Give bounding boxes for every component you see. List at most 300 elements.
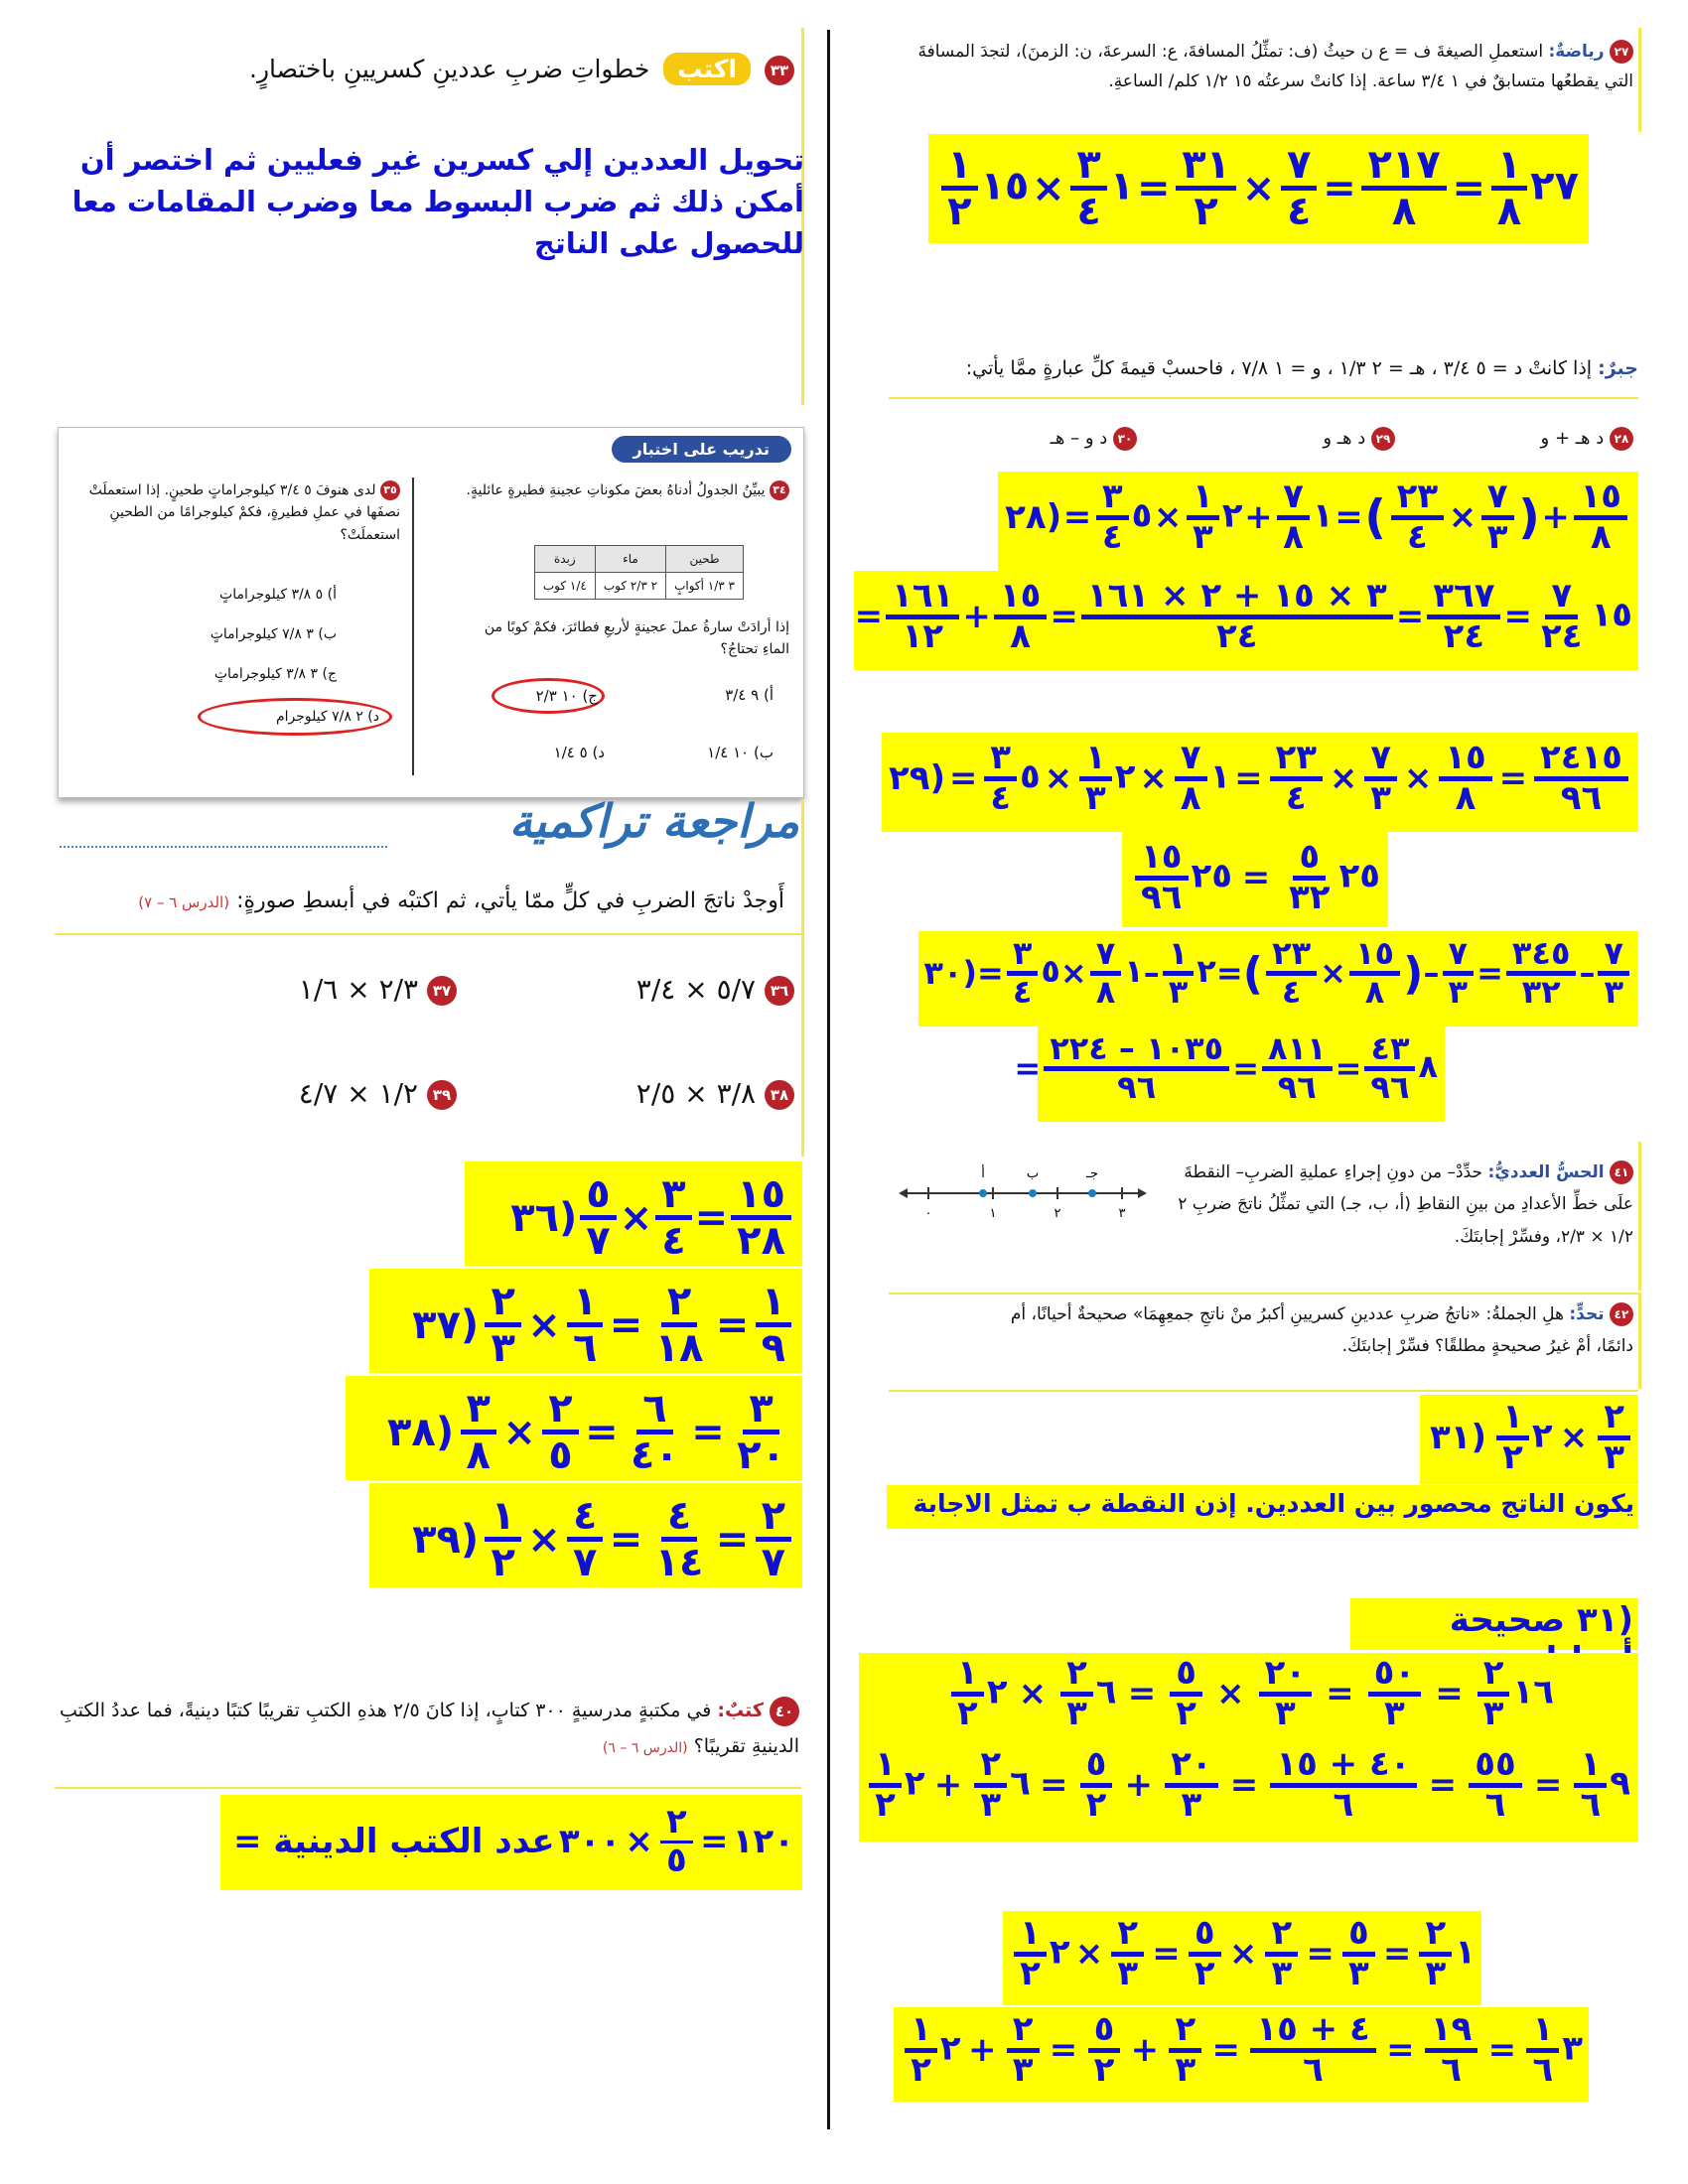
times-sign: × [502,1409,536,1455]
numerator: ٢ [660,1805,693,1843]
question-number: ٢٩ [1371,427,1395,451]
fraction [1491,144,1527,232]
times-sign: × [527,1301,561,1348]
fraction [1349,934,1400,1011]
equals-sign: = [1395,597,1425,637]
denominator: ٢ [1020,1953,1041,1993]
equals-sign: = [1062,497,1092,538]
denominator: ٩٦ [1117,1067,1157,1106]
denominator: ٦ [1333,1784,1354,1825]
mixed-number: ٢٧ $\frac{١}{٨}$ [1488,144,1579,232]
equals-sign: = [1211,2030,1241,2071]
denominator: ٣ [1448,972,1469,1011]
denominator: ٢ [1194,189,1218,234]
q35-option-a: أ) ٥ ٣/٨ كيلوجراماتٍ [219,587,337,603]
question-number: ٤١ [1610,1160,1633,1184]
numerator: ٢ [1007,2012,1040,2053]
numerator: ١ [756,1281,791,1327]
numerator: ٨١١ [1262,1032,1333,1071]
denominator: ٢ [491,1540,515,1585]
fraction [1439,738,1492,818]
denominator: ٤ [1285,777,1307,818]
times-sign: × [625,1822,653,1862]
denominator: ٧ [586,1218,611,1264]
equals-sign: = [1152,1934,1181,1975]
numerator: ٣ [1007,937,1039,976]
numerator: ١٥ [1439,741,1492,781]
numerator: ١ [1187,479,1219,520]
answer-36 [477,1173,794,1262]
denominator: ٦ [1441,2049,1462,2090]
equals-sign: = [1382,1934,1412,1975]
mixed-number: ١ $\frac{٢}{٣}$ [1416,1916,1476,1991]
mixed-number: ٢ $\frac{١}{٢}$ [948,1656,1008,1731]
fraction [731,1388,791,1476]
fraction [625,1388,685,1476]
mixed-number: ١٥ $\frac{٧}{٢٤}$ [1532,579,1632,654]
plus-sign: + [1541,497,1570,538]
arrow-left-icon [899,1188,908,1198]
algebra-item-29 [1231,427,1395,451]
numerator: ٣ × ١٥ + ٢ × ١٦١ [1081,579,1393,619]
fraction [1443,934,1475,1011]
answer-30-line1 [923,934,1632,1011]
times-sign: × [1241,165,1276,211]
denominator: ٣ [1271,1953,1293,1993]
equals-sign: = [1241,858,1271,898]
fraction [1427,576,1500,656]
q34-text2: إذا أرادَتْ سارةُ عملَ عجينةٍ لأربعِ فطائرَ، فكمْ كوبًا من الماءِ تحتاجُ؟ [484,619,789,658]
numerator: ٧ [1443,937,1475,976]
denominator: ٢ [1093,2049,1115,2090]
fraction [542,1388,578,1476]
review-instruction-text: أَوجدْ ناتجَ الضربِ في كلٍّ ممّا يأتي، ثم اكتبْه في أبسطِ صورةٍ: [236,888,784,913]
times-sign: × [1403,758,1433,799]
plus-sign: + [933,1765,963,1806]
answer-27 [938,144,1579,232]
answer-37 [382,1281,794,1369]
point-label: ب [1026,1166,1040,1181]
fraction [1259,1653,1313,1733]
numerator: ٢٠ [1165,1747,1218,1788]
fraction [994,576,1048,656]
times-sign: × [1059,954,1087,993]
numerator: ٥ [1170,1656,1202,1697]
question-number: ٢٨ [1610,427,1633,451]
denominator: ٦ [1532,2049,1554,2090]
numerator: ٧ [1598,937,1629,976]
fraction [1169,2009,1201,2090]
q34-option-c-circled: ج) ١٠ ٢/٣ [492,678,605,714]
denominator: ٩٦ [1370,1067,1410,1106]
q34 [462,479,789,501]
mixed-number: ٩ $\frac{١}{٦}$ [1571,1747,1630,1823]
mixed-number: ٢٥ $\frac{١٥}{٩٦}$ [1132,840,1232,915]
fraction [1425,2009,1478,2090]
equals-sign: = [1503,597,1532,637]
denominator: ٤ [1407,516,1428,557]
answer-29-line1 [889,738,1631,818]
fraction [485,1495,520,1583]
numerator: ٢ [1598,1400,1630,1440]
numerator: ٢ [542,1388,578,1434]
fraction [886,576,959,656]
numerator: ٢٣ [1270,741,1324,781]
q35-option-b: ب) ٣ ٧/٨ كيلوجراماتٍ [210,626,337,642]
q35-text: لدى هنوفَ ٥ ٣/٤ كيلوجراماتٍ طحينٍ. إذا استعملَتْ نصفَها في عملِ فطيرةٍ، فكمْ كيلوجرامًا من الطحينِ استعملَتْ؟ [88,482,400,543]
answer-31b-line4 [902,2009,1583,2090]
q27-tag: رياضةٌ: [1548,42,1605,62]
fraction [1361,144,1446,232]
answer-31b-line1 [948,1653,1554,1733]
question-number: ٣٧ [427,976,457,1006]
review-instruction [60,888,784,913]
fraction [756,1495,791,1583]
answer-38 [357,1388,794,1476]
numerator: ٥ [1088,2012,1121,2053]
numerator: ٣١ [1176,144,1236,191]
numerator: ١٠٣٥ – ٢٢٤ [1044,1032,1229,1071]
times-sign: × [1074,1934,1104,1975]
answer-label: (٢٨ [1005,497,1062,538]
mixed-number: ٢ $\frac{١}{٣}$ [1160,937,1216,1009]
number-line [899,1161,1147,1231]
numerator: ١٦١ [886,579,959,619]
numerator: ٧ [1277,479,1310,520]
denominator: ٤ [990,777,1012,818]
result: ١٢٠ [732,1822,794,1862]
numerator: ٥٥ [1469,1747,1522,1788]
numerator: ١ [1496,1400,1529,1440]
answer-28-line2 [854,576,1632,656]
fraction [1096,479,1129,555]
equals-sign: = [1487,2030,1517,2071]
denominator: ٩٦ [1560,777,1603,818]
times-sign: × [1559,1418,1589,1458]
denominator: ٢٤ [1443,615,1485,656]
denominator: ٣ [491,1325,515,1371]
denominator: ٦ [1303,2049,1324,2090]
numerator: ٣٦٧ [1427,579,1500,619]
fraction [1170,1653,1202,1733]
fraction [485,1281,520,1369]
numerator: ٤٣ [1364,1032,1415,1071]
answer-30-line2 [1014,1029,1438,1106]
numerator: ١٥ [994,579,1048,619]
lesson-ref: (الدرس ٦ – ٧) [138,893,230,911]
tick-label: ١ [989,1206,997,1221]
numerator: ١ [869,1747,902,1788]
numerator: ٧ [1090,937,1122,976]
denominator: ٢ [875,1784,896,1825]
numerator: ١٥ [1574,479,1627,520]
point-label: أ [981,1166,985,1181]
denominator: ١٨ [654,1325,704,1371]
denominator: ٣ [1425,1953,1447,1993]
denominator: ١٤ [654,1540,704,1585]
times-sign: × [1448,497,1477,538]
numerator: ١ [1079,741,1112,781]
fraction [1080,1744,1113,1825]
question-number: ٢٧ [1610,40,1633,64]
mixed-number: ١ $\frac{٣}{٤}$ [1067,144,1134,232]
numerator: ١ [951,1656,984,1697]
answer-31b-line2 [866,1744,1630,1825]
minus-sign: – [1423,954,1440,993]
fraction [1111,1913,1144,1993]
equals-sign: = [609,1516,643,1563]
review-problem-36 [556,973,794,1006]
numerator: ٥ [1293,840,1326,881]
question-number: ٣٤ [770,480,789,500]
numerator: ٥ [580,1173,616,1220]
arrow-right-icon [1138,1188,1147,1198]
question-number: ٤٠ [770,1697,799,1726]
numerator: ١ [567,1281,603,1327]
fraction [731,1173,791,1262]
fraction [1469,1744,1522,1825]
equals-sign: = [700,1822,729,1862]
fraction [461,1388,496,1476]
algebra-item-30 [973,427,1137,451]
q34-text: يبيِّنُ الجدولُ أدناهُ بعضَ مكوناتِ عجينةِ فطيرةٍ عائليةٍ. [466,482,766,498]
denominator: ٧ [573,1540,598,1585]
point-b [1029,1189,1037,1197]
mixed-number: ٢ $\frac{١}{٢}$ [1011,1916,1070,1991]
answer-31a [1430,1397,1633,1477]
q42-sep [889,1390,1638,1392]
q34-option-d: د) ٥ ١/٤ [553,744,605,761]
numerator: ٧ [1175,741,1207,781]
times-sign: × [1153,497,1183,538]
equals-sign: = [691,1409,725,1455]
denominator: ٢ [947,189,972,234]
table-cell: ٢ ٢/٣ كوب [595,573,665,600]
numerator: ٢ [1111,1916,1144,1957]
mixed-number: ٦ $\frac{٢}{٣}$ [971,1747,1031,1823]
table-cell: ٣ ١/٣ أكوابٍ [666,573,744,600]
mixed-number: ٢ $\frac{١}{٢}$ [1493,1400,1553,1475]
fraction [567,1281,603,1369]
equals-sign: = [1477,954,1503,993]
table-cell: ١/٤ كوب [534,573,595,600]
q27-text: استعملِ الصيغةَ ف = ع ن حيثُ (ف: تمثِّلُ المسافةَ، ع: السرعةَ، ن: الزمنَ)، لتجدَ المسافةَ التي يقطعُها متسابقٌ في ١ ٣/٤ ساعة. إذا كانتْ سرعتُه ١٥ ١/٢ كلم/ الساعةِ. [917,42,1633,91]
denominator: ٣ [1482,1693,1504,1733]
denominator: ٣ [1192,516,1213,557]
answer-title: صحيحة [1449,1600,1566,1640]
mixed-number: ٢٥ $\frac{٥}{٣٢}$ [1280,840,1380,915]
numerator: ٥ [1080,1747,1113,1788]
problem-expr: ٣/٨ × ٢/٥ [635,1077,757,1110]
denominator: ٨ [1364,972,1385,1011]
q35-option-d-circled: د) ٢ ٧/٨ كيلوجرام [198,698,392,736]
mixed-number: ٢ $\frac{١}{٣}$ [1184,479,1243,555]
equals-sign: = [1306,1934,1335,1975]
fraction [1574,479,1627,555]
operand: ٣٠٠ [558,1822,622,1862]
numerator: ٧ [1281,144,1317,191]
fraction [1250,2009,1375,2090]
q40-sep [55,1787,801,1789]
numerator: ٥ [1189,1916,1221,1957]
mixed-number: ١ $\frac{٧}{٨}$ [1274,479,1334,555]
equals-sign: = [1452,165,1485,211]
q41-tag: الحسُّ العدديُّ: [1487,1162,1605,1182]
fraction [1598,934,1629,1011]
denominator: ٤ [661,1218,686,1264]
fraction [1364,1029,1415,1106]
equals-sign: = [609,1301,643,1348]
q40 [60,1693,799,1764]
fraction [1163,934,1195,1011]
item-expr: د و – هـ [1050,428,1108,449]
plus-sign: + [1124,1765,1153,1806]
fraction [655,1173,691,1262]
equals-sign: = [1386,2030,1415,2071]
mixed-number: ٥ $\frac{٣}{٤}$ [1004,937,1060,1009]
denominator: ٢ [1194,1953,1215,1993]
numerator: ٢٣ [1391,479,1445,520]
question-number: ٤٢ [1610,1302,1633,1326]
times-sign: × [527,1516,561,1563]
denominator: ٢٨ [737,1218,785,1264]
fraction [1165,1744,1218,1825]
denominator: ٨ [1496,189,1522,234]
denominator: ٤ [1287,189,1312,234]
numerator: ١ [1014,1916,1047,1957]
denominator: ٣ [1486,516,1508,557]
q34-option-b: ب) ١٠ ١/٤ [707,744,774,761]
problem-expr: ١/٢ × ٤/٧ [298,1077,419,1110]
equals-sign: = [1335,497,1363,538]
equals-sign: = [1127,1674,1157,1714]
equals-sign: = [1229,1765,1259,1806]
problem-expr: ٥/٧ × ٣/٤ [635,973,757,1006]
numerator: ٣٤٥ [1506,937,1577,976]
times-sign: × [1018,1674,1048,1714]
numerator: ٣ [655,1173,691,1220]
equals-sign: = [1014,1049,1042,1088]
equals-sign: = [1428,1765,1458,1806]
numerator: ١٥ [731,1173,791,1220]
numerator: ٢ [1169,2012,1201,2053]
numerator: ٣ [984,741,1017,781]
mixed-number: ٢ $\frac{١}{٢}$ [902,2012,961,2088]
q40-tag: كتبٌ: [717,1700,764,1721]
fraction [1574,1744,1607,1825]
fraction [580,1173,616,1262]
review-title: مراجعة تراكمية [508,794,799,848]
numerator: ١ [941,144,977,191]
denominator: ٩ [761,1325,785,1371]
denominator: ٣ [1370,777,1392,818]
box-divider [412,478,414,775]
fraction [1070,144,1106,232]
numerator: ١ [1526,2012,1559,2053]
paren: ) [1364,489,1387,545]
answer-31b-line3 [1011,1913,1476,1993]
denominator: ٣ [1066,1693,1087,1733]
numerator: ١ [485,1495,520,1542]
denominator: ٣ [1274,1693,1296,1733]
fraction [1270,1744,1416,1825]
mixed-number: ١٥ $\frac{١}{٢}$ [938,144,1029,232]
lesson-ref: (الدرس ٦ – ٦) [602,1740,688,1757]
tick-label: ٠ [924,1206,932,1221]
numerator: ٣ [461,1388,496,1434]
equals-sign: = [694,1194,729,1241]
q27 [899,38,1633,97]
answer-label: (٣١ [1430,1418,1487,1458]
denominator: ٣ [1117,1953,1139,1993]
equals-sign: = [1136,165,1171,211]
fraction [1044,1029,1229,1106]
q34-option-a: أ) ٩ ٣/٤ [725,686,774,704]
equals-sign: = [1050,597,1078,637]
times-sign: × [1228,1934,1258,1975]
mixed-number: ٢ $\frac{١}{٣}$ [1076,741,1136,816]
equals-sign: = [1039,1765,1068,1806]
q35 [72,479,400,546]
fraction [1090,934,1122,1011]
answer-label: (٣٠ [923,954,977,993]
denominator: ٣٢ [1521,972,1561,1011]
numerator: ٢ [1265,1916,1298,1957]
numerator: ١٩ [1425,2012,1478,2053]
equals-sign: = [1232,1049,1259,1088]
equals-sign: = [715,1301,750,1348]
denominator: ٣ [1168,972,1189,1011]
numerator: ١٥ [1135,840,1189,881]
equals-sign: = [1049,2030,1078,2071]
numerator: ٢ [1477,1656,1510,1697]
fraction [1277,479,1310,555]
equals-sign: = [977,954,1004,993]
denominator: ٥ [548,1433,573,1478]
equals-sign: = [854,597,884,637]
review-problem-37 [199,973,457,1006]
question-number: ٣٠ [1113,427,1137,451]
table-header: ماء [595,546,665,573]
denominator: ٨ [1283,516,1304,557]
denominator: ٢٤ [1540,615,1583,656]
numerator: ١ [1574,1747,1607,1788]
fraction [660,1802,693,1880]
numerator: ٤٠ + ١٥ [1270,1747,1416,1788]
answer-label: عدد الكتب الدينية = [233,1822,555,1862]
numerator: ٧ [1481,479,1514,520]
denominator: ٨ [1391,189,1417,234]
fraction [1081,576,1393,656]
test-practice-banner: تدريب على اختبار [612,436,792,463]
test-practice-box [58,427,804,798]
mixed-number: ٦ $\frac{٢}{٣}$ [1057,1656,1117,1731]
mixed-number: ٥ $\frac{٣}{٤}$ [981,741,1041,816]
fraction [1007,2009,1040,2090]
answer-31a-explanation: يكون الناتج محصور بين العددين. إذن النقطة ب تمثل الاجابة [913,1489,1634,1518]
denominator: ٦ [1580,1784,1602,1825]
algebra-text: إذا كانتْ د = ٥ ٣/٤ ، هـ = ٢ ١/٣ ، و = ١ ٧/٨ ، فاحسبْ قيمةَ كلِّ عبارةٍ ممَّا يأتي: [965,357,1593,379]
fraction [1270,738,1324,818]
equals-sign: = [948,758,978,799]
equals-sign: = [1215,954,1243,993]
equals-sign: = [1323,165,1356,211]
numerator: ٢١٧ [1361,144,1446,191]
denominator: ٩٦ [1277,1067,1317,1106]
denominator: ٧ [761,1540,785,1585]
mixed-number: ١ $\frac{٧}{٨}$ [1087,937,1144,1009]
column-divider [827,30,830,2129]
